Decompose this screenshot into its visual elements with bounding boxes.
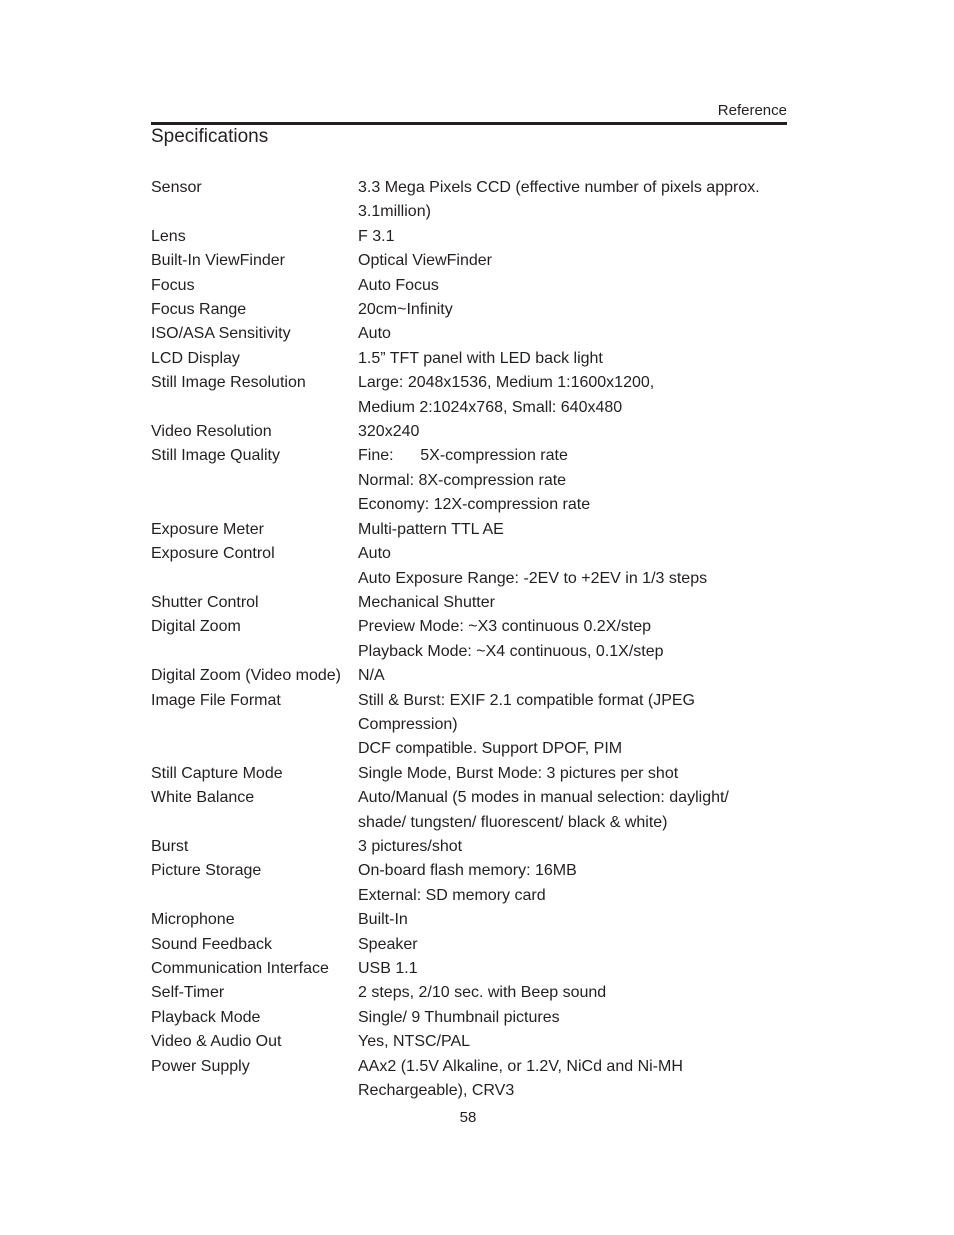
spec-value-line: F 3.1 bbox=[358, 227, 395, 245]
spec-label: Focus bbox=[151, 276, 195, 294]
spec-label: Communication Interface bbox=[151, 960, 329, 977]
spec-row bbox=[151, 322, 791, 346]
spec-row bbox=[151, 835, 791, 859]
spec-row bbox=[151, 591, 791, 615]
spec-value bbox=[358, 322, 791, 346]
spec-value-line: 2 steps, 2/10 sec. with Beep sound bbox=[358, 984, 607, 1002]
spec-label: Video & Audio Out bbox=[151, 1033, 282, 1051]
spec-value-line: Optical ViewFinder bbox=[358, 252, 492, 270]
spec-label: Still Image Quality bbox=[151, 447, 280, 465]
spec-row bbox=[151, 981, 791, 1005]
spec-label: Playback Mode bbox=[151, 1008, 261, 1026]
spec-label: Exposure Control bbox=[151, 545, 275, 563]
spec-row bbox=[151, 347, 791, 371]
spec-value-line: Built-In bbox=[358, 911, 408, 929]
spec-value-line: 20cm~Infinity bbox=[358, 301, 453, 319]
spec-row bbox=[151, 298, 791, 322]
page-number: 58 bbox=[459, 1109, 477, 1126]
spec-value bbox=[358, 518, 791, 542]
spec-value-line: N/A bbox=[358, 667, 385, 685]
spec-value-line: Preview Mode: ~X3 continuous 0.2X/step bbox=[358, 618, 652, 636]
spec-label: Self-Timer bbox=[151, 984, 225, 1002]
spec-row bbox=[151, 176, 791, 225]
spec-value-line: 3.3 Mega Pixels CCD (effective number of pixels approx. bbox=[358, 179, 760, 196]
spec-value bbox=[358, 786, 791, 835]
spec-value-line: Yes, NTSC/PAL bbox=[358, 1033, 471, 1051]
spec-row bbox=[151, 786, 791, 835]
spec-label: Exposure Meter bbox=[151, 520, 264, 538]
spec-value-line: DCF compatible. Support DPOF, PIM bbox=[358, 740, 623, 758]
spec-value-line: Medium 2:1024x768, Small: 640x480 bbox=[358, 398, 623, 416]
page-title: Specifications bbox=[151, 126, 269, 147]
spec-value bbox=[358, 835, 791, 859]
spec-value-line: Auto bbox=[358, 545, 391, 563]
spec-value bbox=[358, 298, 791, 322]
spec-label: White Balance bbox=[151, 789, 255, 807]
spec-label: Still Capture Mode bbox=[151, 764, 283, 782]
spec-value bbox=[358, 957, 791, 981]
spec-label: LCD Display bbox=[151, 349, 240, 367]
spec-label: Focus Range bbox=[151, 301, 247, 319]
spec-value-line: Auto Exposure Range: -2EV to +2EV in 1/3 steps bbox=[358, 569, 708, 587]
spec-row bbox=[151, 689, 791, 762]
spec-label: Lens bbox=[151, 227, 186, 245]
spec-row bbox=[151, 908, 791, 932]
spec-value-line: External: SD memory card bbox=[358, 886, 546, 904]
spec-value bbox=[358, 371, 791, 420]
spec-value-line: Auto/Manual (5 modes in manual selection: daylight/ bbox=[358, 789, 729, 807]
spec-value-line: Large: 2048x1536, Medium 1:1600x1200, bbox=[358, 374, 655, 392]
spec-row bbox=[151, 420, 791, 444]
spec-value bbox=[358, 591, 791, 615]
spec-value-line: On-board flash memory: 16MB bbox=[358, 862, 577, 880]
spec-value-line: Economy: 12X-compression rate bbox=[358, 496, 591, 514]
spec-value-line: USB 1.1 bbox=[358, 960, 418, 977]
spec-row bbox=[151, 664, 791, 688]
spec-value bbox=[358, 347, 791, 371]
spec-row bbox=[151, 1006, 791, 1030]
spec-value-line: Still & Burst: EXIF 2.1 compatible format (JPEG bbox=[358, 691, 695, 709]
spec-value bbox=[358, 859, 791, 908]
spec-row bbox=[151, 933, 791, 957]
spec-value-line: 3 pictures/shot bbox=[358, 837, 463, 855]
spec-value-line: Mechanical Shutter bbox=[358, 593, 495, 611]
spec-value bbox=[358, 689, 791, 762]
spec-row bbox=[151, 249, 791, 273]
spec-label: Sensor bbox=[151, 179, 202, 196]
spec-label: Digital Zoom (Video mode) bbox=[151, 667, 342, 685]
spec-label: Image File Format bbox=[151, 691, 281, 709]
spec-value bbox=[358, 981, 791, 1005]
spec-value-line: 320x240 bbox=[358, 423, 420, 441]
spec-value bbox=[358, 1006, 791, 1030]
spec-row bbox=[151, 615, 791, 664]
spec-label: Microphone bbox=[151, 911, 235, 929]
header-rule bbox=[151, 122, 787, 125]
spec-label: Power Supply bbox=[151, 1057, 250, 1075]
spec-label: Sound Feedback bbox=[151, 935, 272, 953]
spec-value-line: Auto bbox=[358, 325, 391, 343]
spec-row bbox=[151, 762, 791, 786]
spec-value-line: Auto Focus bbox=[358, 276, 439, 294]
spec-value bbox=[358, 176, 791, 225]
spec-value bbox=[358, 444, 791, 517]
spec-row bbox=[151, 542, 791, 591]
spec-label: Burst bbox=[151, 837, 189, 855]
spec-row bbox=[151, 1055, 791, 1104]
spec-row bbox=[151, 225, 791, 249]
spec-value-line: AAx2 (1.5V Alkaline, or 1.2V, NiCd and Ni-MH bbox=[358, 1057, 683, 1075]
spec-row bbox=[151, 518, 791, 542]
spec-value bbox=[358, 542, 791, 591]
spec-value bbox=[358, 1030, 791, 1054]
spec-label: Shutter Control bbox=[151, 593, 259, 611]
spec-value-line: Normal: 8X-compression rate bbox=[358, 471, 567, 489]
spec-row bbox=[151, 274, 791, 298]
spec-value-line: shade/ tungsten/ fluorescent/ black & white) bbox=[358, 813, 668, 831]
spec-label: ISO/ASA Sensitivity bbox=[151, 325, 291, 343]
spec-value-line: Single/ 9 Thumbnail pictures bbox=[358, 1008, 560, 1026]
spec-value-line: Rechargeable), CRV3 bbox=[358, 1082, 515, 1100]
spec-label: Video Resolution bbox=[151, 423, 272, 441]
spec-row bbox=[151, 1030, 791, 1054]
spec-value-line: Speaker bbox=[358, 935, 418, 953]
spec-value-line: Fine: 5X-compression rate bbox=[358, 447, 568, 465]
spec-value bbox=[358, 664, 791, 688]
spec-value-line: Playback Mode: ~X4 continuous, 0.1X/step bbox=[358, 642, 664, 660]
spec-value bbox=[358, 225, 791, 249]
spec-value bbox=[358, 1055, 791, 1104]
spec-row bbox=[151, 859, 791, 908]
spec-value-line: Compression) bbox=[358, 715, 458, 733]
spec-table bbox=[151, 176, 791, 1103]
spec-value bbox=[358, 933, 791, 957]
spec-value bbox=[358, 762, 791, 786]
spec-value bbox=[358, 908, 791, 932]
section-header: Reference bbox=[717, 102, 787, 119]
spec-row bbox=[151, 371, 791, 420]
spec-value-line: 3.1million) bbox=[358, 203, 431, 221]
spec-value bbox=[358, 249, 791, 273]
spec-value bbox=[358, 420, 791, 444]
spec-value bbox=[358, 615, 791, 664]
spec-value-line: Single Mode, Burst Mode: 3 pictures per shot bbox=[358, 764, 679, 782]
spec-value bbox=[358, 274, 791, 298]
spec-row bbox=[151, 444, 791, 517]
spec-label: Built-In ViewFinder bbox=[151, 252, 285, 270]
spec-label: Still Image Resolution bbox=[151, 374, 306, 392]
spec-row bbox=[151, 957, 791, 981]
spec-label: Digital Zoom bbox=[151, 618, 241, 636]
spec-label: Picture Storage bbox=[151, 862, 262, 880]
spec-value-line: Multi-pattern TTL AE bbox=[358, 520, 504, 538]
spec-value-line: 1.5” TFT panel with LED back light bbox=[358, 349, 603, 367]
